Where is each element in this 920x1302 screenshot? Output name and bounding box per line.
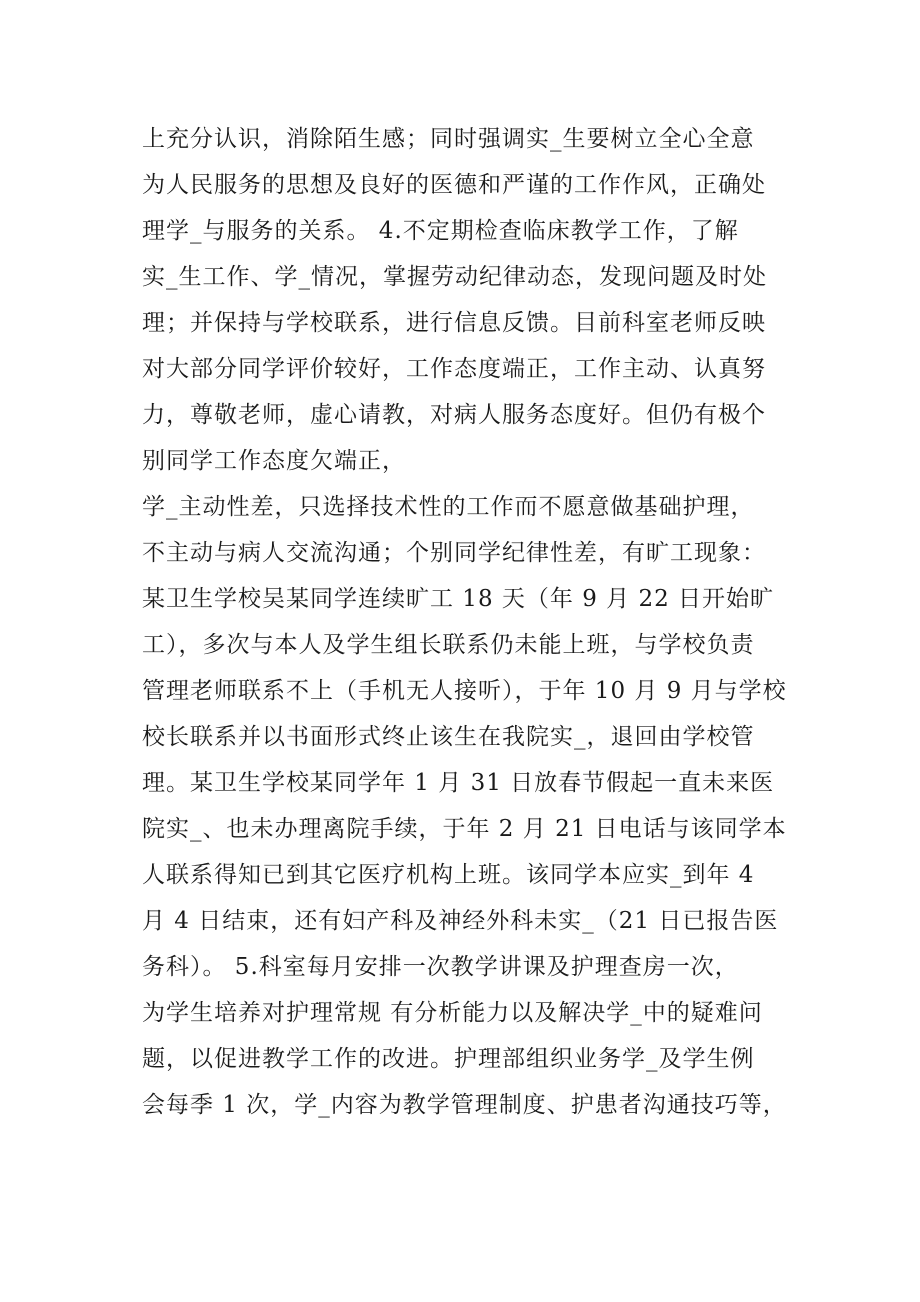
text-line: 别同学工作态度欠端正， (142, 448, 406, 474)
text-line: 为学生培养对护理常规 有分析能力以及解决学_中的疑难问 (142, 1000, 763, 1026)
text-line: 上充分认识，消除陌生感；同时强调实_生要树立全心全意 (142, 126, 755, 152)
text-line: 某卫生学校吴某同学连续旷工 18 天（年 9 月 22 日开始旷 (142, 586, 775, 612)
text-line: 人联系得知已到其它医疗机构上班。该同学本应实_到年 4 (142, 862, 755, 888)
text-line: 为人民服务的思想及良好的医德和严谨的工作作风，正确处 (142, 172, 766, 198)
text-line: 管理老师联系不上（手机无人接听），于年 10 月 9 月与学校 (142, 678, 787, 704)
text-line: 院实_、也未办理离院手续，于年 2 月 21 日电话与该同学本 (142, 816, 787, 842)
body-text (142, 116, 802, 1128)
text-line: 理。某卫生学校某同学年 1 月 31 日放春节假起一直未来医 (142, 770, 775, 796)
text-line: 题，以促进教学工作的改进。护理部组织业务学_及学生例 (142, 1046, 755, 1072)
text-line: 力，尊敬老师，虚心请教，对病人服务态度好。但仍有极个 (142, 402, 766, 428)
text-line: 实_生工作、学_情况，掌握劳动纪律动态，发现问题及时处 (142, 264, 767, 290)
text-line: 会每季 1 次，学_内容为教学管理制度、护患者沟通技巧等， (142, 1092, 787, 1118)
text-line: 理学_与服务的关系。 4.不定期检查临床教学工作，了解 (142, 218, 739, 244)
text-line: 务科）。 5.科室每月安排一次教学讲课及护理查房一次， (142, 954, 739, 980)
text-line: 月 4 日结束，还有妇产科及神经外科未实_（21 日已报告医 (142, 908, 779, 934)
text-line: 理；并保持与学校联系，进行信息反馈。目前科室老师反映 (142, 310, 766, 336)
text-line: 学_主动性差，只选择技术性的工作而不愿意做基础护理， (142, 494, 755, 520)
text-line: 对大部分同学评价较好，工作态度端正，工作主动、认真努 (142, 356, 766, 382)
text-line: 不主动与病人交流沟通；个别同学纪律性差，有旷工现象： (142, 540, 766, 566)
text-line: 工），多次与本人及学生组长联系仍未能上班，与学校负责 (142, 632, 755, 658)
text-line: 校长联系并以书面形式终止该生在我院实_，退回由学校管 (142, 724, 755, 750)
